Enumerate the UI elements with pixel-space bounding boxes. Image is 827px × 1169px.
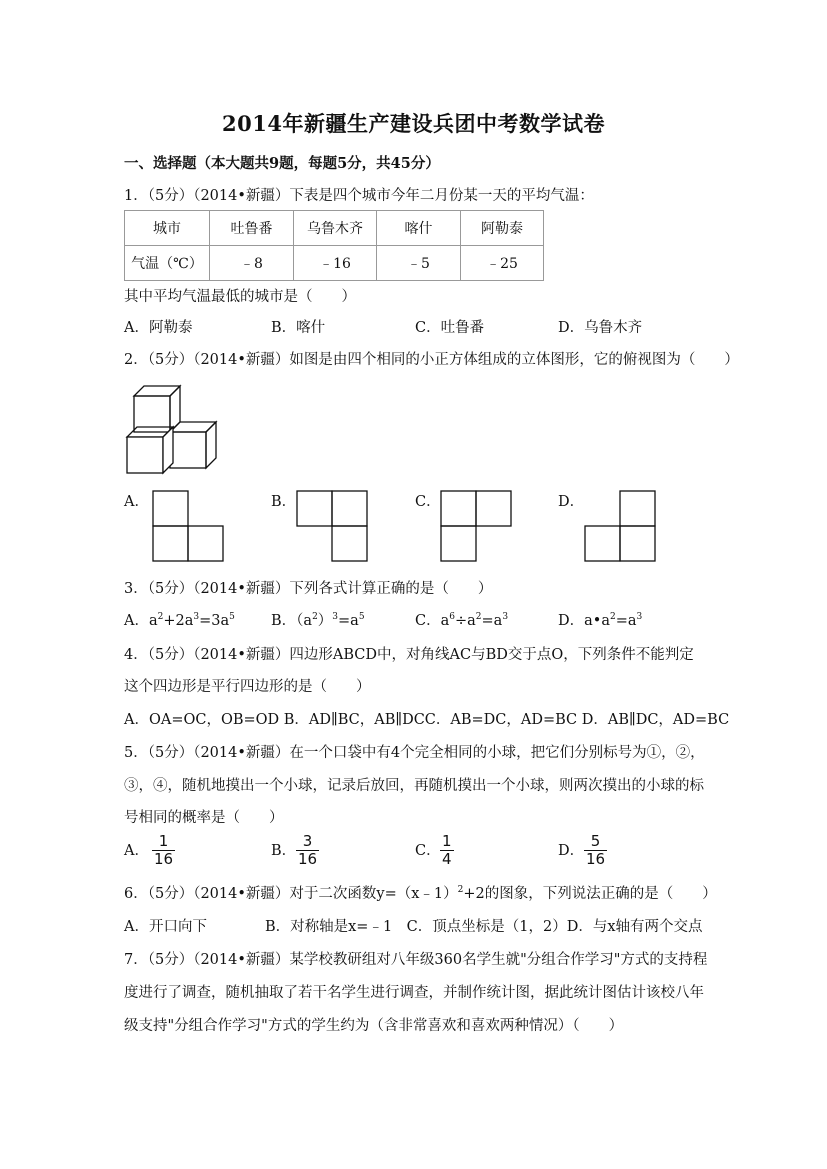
table-header-cell: 乌鲁木齐: [294, 211, 377, 246]
q6-stem: 6．（5分）（2014•新疆）对于二次函数y=（x﹣1）$^2$+2的图象，下列说法正确的是（ ）: [124, 885, 717, 902]
section-heading: 一、选择题（本大题共9题，每题5分，共45分）: [124, 155, 440, 172]
table-cell: ﹣8: [210, 246, 294, 281]
q7-stem-line1: 7．（5分）（2014•新疆）某学校教研组对八年级360名学生就"分组合作学习"方式的支持程: [124, 952, 708, 968]
table-cell: ﹣25: [461, 246, 544, 281]
q7-stem-line3: 级支持"分组合作学习"方式的学生约为（含非常喜欢和喜欢两种情况）（ ）: [124, 1018, 624, 1034]
q5-option-a-fraction: $\frac{1}{16}$: [154, 832, 174, 868]
q3-option-d: D．$a•a^2=a^3$: [558, 612, 643, 629]
q1-option-b: B．喀什: [271, 320, 326, 336]
q1-option-a: A．阿勒泰: [124, 320, 193, 336]
cube-stack-figure: [124, 380, 224, 475]
q2-option-b-label: B．: [271, 494, 297, 510]
q4-stem-line1: 4．（5分）（2014•新疆）四边形ABCD中，对角线AC与BD交于点O，下列条件不能判定: [124, 647, 694, 663]
q5-stem-line1: 5．（5分）（2014•新疆）在一个口袋中有4个完全相同的小球，把它们分别标号为①，②，: [124, 745, 705, 761]
q5-option-c-fraction: $\frac{1}{4}$: [442, 832, 452, 868]
q2-option-a-figure: [152, 490, 226, 562]
table-cell: ﹣5: [377, 246, 461, 281]
q3-option-a: A．$a^2+2a^3=3a^5$: [124, 612, 235, 629]
table-header-cell: 城市: [125, 211, 210, 246]
q2-stem: 2．（5分）（2014•新疆）如图是由四个相同的小正方体组成的立体图形，它的俯视图为（ ）: [124, 352, 739, 368]
q7-stem-line2: 度进行了调查，随机抽取了若干名学生进行调查，并制作统计图，据此统计图估计该校八年: [124, 985, 704, 1001]
q5-option-c-label: C．: [415, 843, 441, 859]
q2-option-d-figure: [584, 490, 658, 562]
q1-stem: 1．（5分）（2014•新疆）下表是四个城市今年二月份某一天的平均气温：: [124, 188, 594, 204]
table-header-cell: 吐鲁番: [210, 211, 294, 246]
q1-question: 其中平均气温最低的城市是（ ）: [124, 289, 356, 305]
table-header-cell: 阿勒泰: [461, 211, 544, 246]
table-cell: ﹣16: [294, 246, 377, 281]
q5-option-d-fraction: $\frac{5}{16}$: [586, 832, 606, 868]
q3-option-c: C．$a^6\div a^2=a^3$: [415, 612, 509, 629]
table-row-label: 气温（℃）: [125, 246, 210, 281]
table-header-row: [125, 211, 544, 246]
q5-option-a-label: A．: [124, 843, 149, 859]
q5-stem-line2: ③，④，随机地摸出一个小球，记录后放回，再随机摸出一个小球，则两次摸出的小球的标: [124, 778, 704, 794]
q3-option-b: B．$(a^2)^3=a^5$: [271, 612, 365, 629]
q6-options: A．开口向下 B．对称轴是x=﹣1 C．顶点坐标是（1，2）D．与x轴有两个交点: [124, 919, 703, 935]
q1-option-c: C．吐鲁番: [415, 320, 485, 336]
q2-option-c-figure: [440, 490, 514, 562]
q2-option-c-label: C．: [415, 494, 441, 510]
table-row: [125, 246, 544, 281]
q2-option-d-label: D．: [558, 494, 585, 510]
q5-stem-line3: 号相同的概率是（ ）: [124, 810, 284, 826]
q5-option-d-label: D．: [558, 843, 585, 859]
q3-stem: 3．（5分）（2014•新疆）下列各式计算正确的是（ ）: [124, 581, 493, 597]
q5-option-b-fraction: $\frac{3}{16}$: [298, 832, 318, 868]
temperature-table: [124, 210, 544, 281]
q1-option-d: D．乌鲁木齐: [558, 320, 643, 336]
q2-option-b-figure: [296, 490, 370, 562]
q4-options: A．OA=OC，OB=OD B．AD∥BC，AB∥DCC．AB=DC，AD=BC D．AB∥DC，AD=BC: [124, 712, 730, 728]
q4-stem-line2: 这个四边形是平行四边形的是（ ）: [124, 679, 371, 695]
q5-option-b-label: B．: [271, 843, 297, 859]
table-header-cell: 喀什: [377, 211, 461, 246]
q2-option-a-label: A．: [124, 494, 149, 510]
page-title: 2014年新疆生产建设兵团中考数学试卷: [222, 111, 605, 136]
